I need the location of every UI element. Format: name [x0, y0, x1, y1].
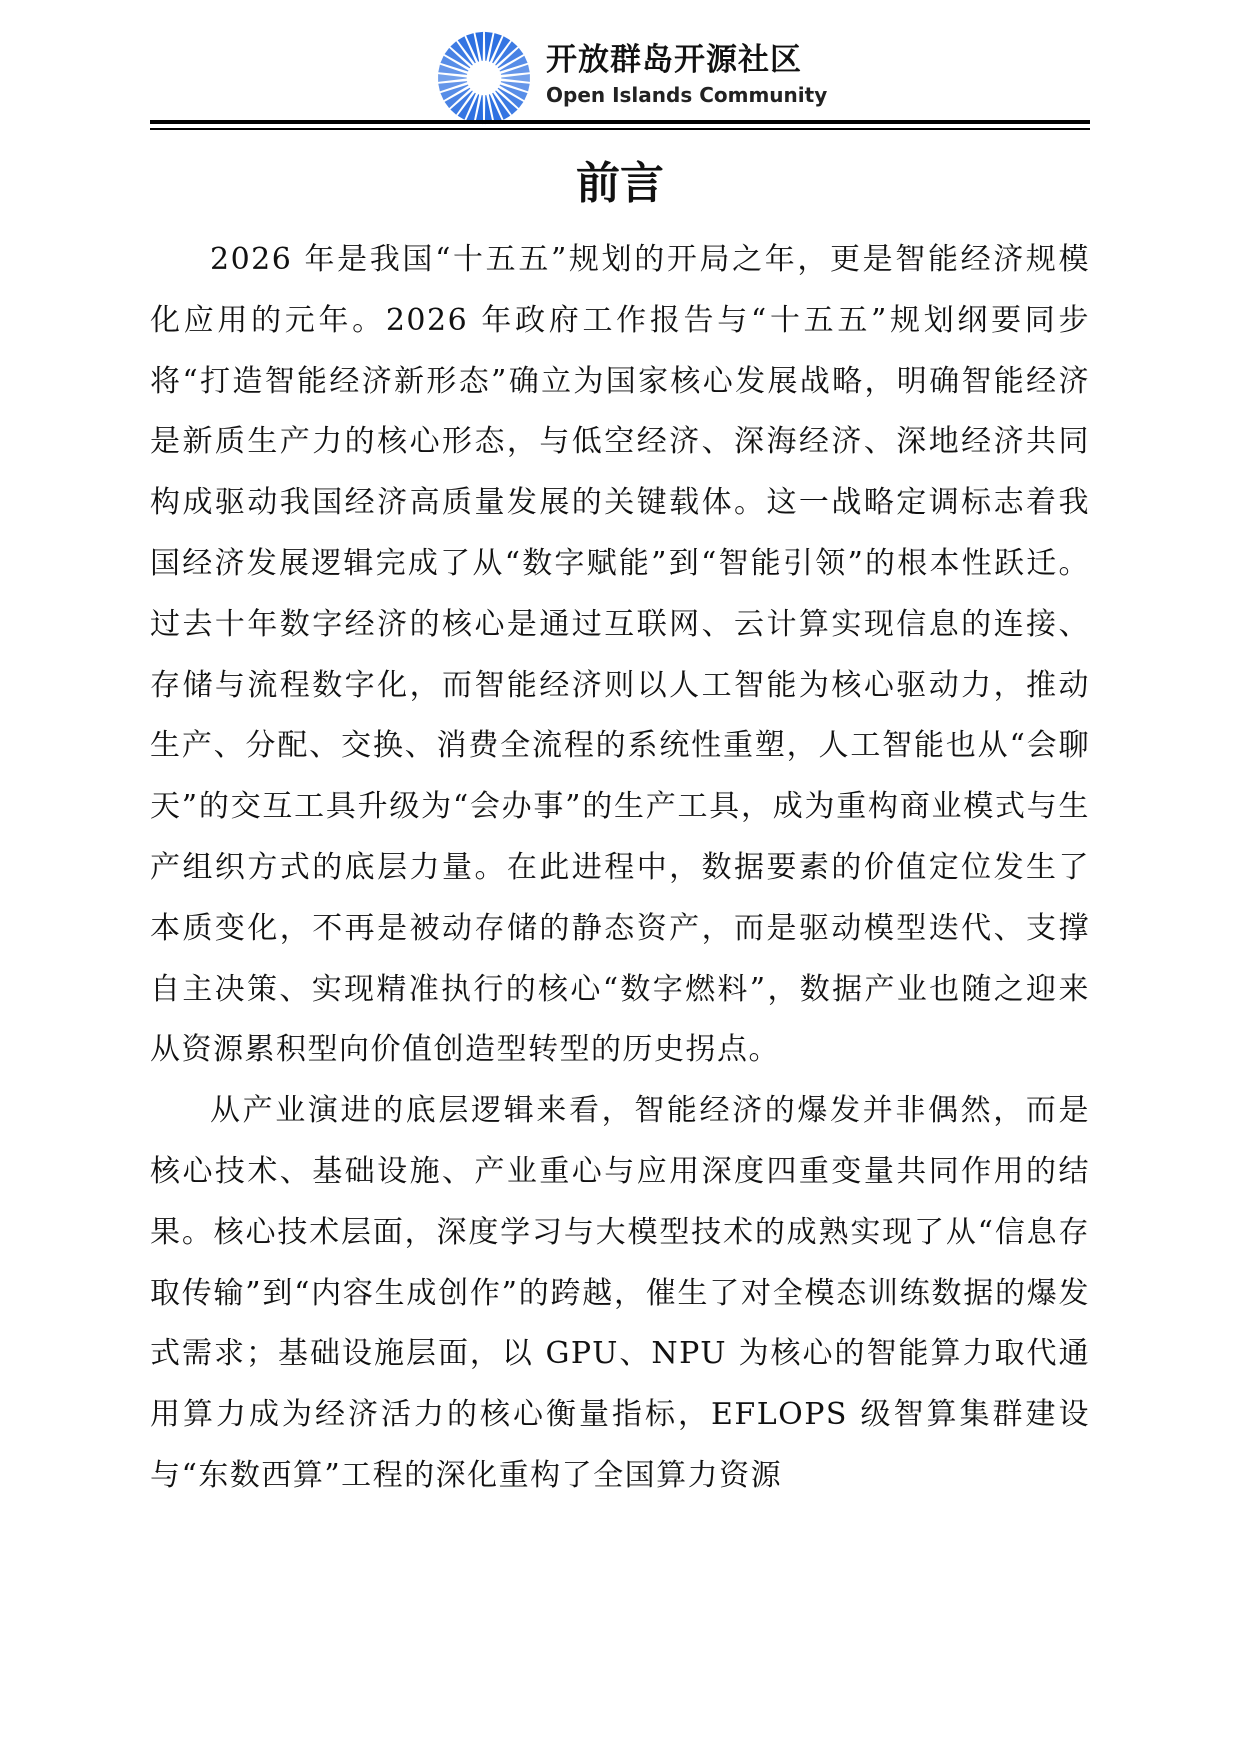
org-name-en: Open Islands Community: [546, 83, 828, 107]
paragraph-1: 2026 年是我国“十五五”规划的开局之年，更是智能经济规模化应用的元年。2026 年政府工作报告与“十五五”规划纲要同步将“打造智能经济新形态”确立为国家核心发展战略，明确智能经济是新质生产力的核心形态，与低空经济、深海经济、深地经济共同构成驱动我国经济高质量发展的关键载体。这一战略定调标志着我国经济发展逻辑完成了从“数字赋能”到“智能引领”的根本性跃迁。过去十年数字经济的核心是通过互联网、云计算实现信息的连接、存储与流程数字化，而智能经济则以人工智能为核心驱动力，推动生产、分配、交换、消费全流程的系统性重塑，人工智能也从“会聊天”的交互工具升级为“会办事”的生产工具，成为重构商业模式与生产组织方式的底层力量。在此进程中，数据要素的价值定位发生了本质变化，不再是被动存储的静态资产，而是驱动模型迭代、支撑自主决策、实现精准执行的核心“数字燃料”，数据产业也随之迎来从资源累积型向价值创造型转型的历史拐点。: [150, 242, 1090, 1068]
paragraph-2: 从产业演进的底层逻辑来看，智能经济的爆发并非偶然，而是核心技术、基础设施、产业重心与应用深度四重变量共同作用的结果。核心技术层面，深度学习与大模型技术的成熟实现了从“信息存取传输”到“内容生成创作”的跨越，催生了对全模态训练数据的爆发式需求；基础设施层面，以 GPU、NPU 为核心的智能算力取代通用算力成为经济活力的核心衡量指标，EFLOPS 级智算集群建设与“东数西算”工程的深化重构了全国算力资源: [150, 1093, 1090, 1493]
org-name-cn: 开放群岛开源社区: [546, 42, 802, 78]
radial-burst-logo-icon: [436, 30, 532, 126]
org-name: [546, 40, 827, 108]
logo-ray: [501, 74, 530, 82]
page-header: [0, 22, 1240, 122]
header-divider-thick: [150, 120, 1090, 124]
page-title: 前言: [576, 158, 664, 209]
document-body: [150, 230, 1090, 1530]
header-divider-thin: [150, 128, 1090, 130]
logo-ray: [438, 74, 467, 82]
